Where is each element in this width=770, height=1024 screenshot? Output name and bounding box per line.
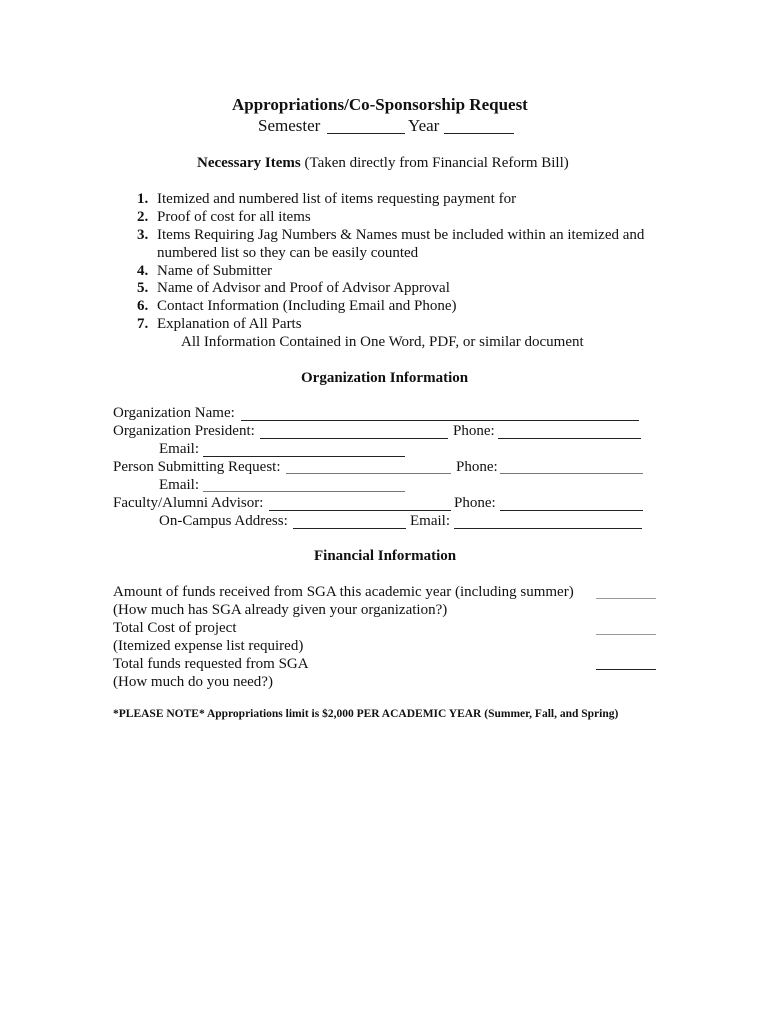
list-item-number: 7.	[137, 316, 149, 332]
advisor-email-label: Email:	[410, 513, 450, 529]
list-item-text: Proof of cost for all items	[157, 209, 311, 225]
total-cost-hint: (Itemized expense list required)	[113, 638, 304, 654]
semester-label: Semester	[258, 116, 321, 135]
org-name-field[interactable]	[241, 420, 639, 421]
appropriations-limit-note: *PLEASE NOTE* Appropriations limit is $2,000 PER ACADEMIC YEAR (Summer, Fall, and Spring)	[113, 708, 619, 720]
submitter-email-label: Email:	[159, 477, 199, 493]
necessary-items-heading-rest: (Taken directly from Financial Reform Bill)	[304, 155, 569, 171]
president-label: Organization President:	[113, 423, 255, 439]
necessary-items-heading-bold: Necessary Items	[197, 155, 301, 171]
org-name-label: Organization Name:	[113, 405, 235, 421]
submitter-phone-field[interactable]	[500, 473, 643, 474]
list-item	[137, 279, 450, 297]
submitter-label: Person Submitting Request:	[113, 459, 281, 475]
funds-received-field[interactable]	[596, 598, 656, 599]
list-item-continuation	[137, 244, 418, 262]
list-item-number: 6.	[137, 298, 149, 314]
president-field[interactable]	[260, 438, 448, 439]
list-item-text: Name of Submitter	[157, 263, 272, 279]
list-item-text: Items Requiring Jag Numbers & Names must be included within an itemized and	[157, 227, 645, 243]
campus-address-label: On-Campus Address:	[159, 513, 288, 529]
list-item-number: 1.	[137, 191, 149, 207]
president-email-label: Email:	[159, 441, 199, 457]
financial-heading: Financial Information	[314, 548, 457, 564]
list-item	[137, 190, 516, 208]
necessary-items-heading	[197, 154, 569, 172]
list-item	[137, 208, 311, 226]
form-title: Appropriations/Co-Sponsorship Request	[232, 95, 528, 114]
advisor-label: Faculty/Alumni Advisor:	[113, 495, 264, 511]
list-item-text: Explanation of All Parts	[157, 316, 302, 332]
funds-requested-field[interactable]	[596, 669, 656, 670]
list-item-number: 5.	[137, 280, 149, 296]
president-email-field[interactable]	[203, 456, 405, 457]
list-item-number: 2.	[137, 209, 149, 225]
list-item	[137, 262, 272, 280]
president-phone-field[interactable]	[498, 438, 641, 439]
funds-requested-hint: (How much do you need?)	[113, 674, 273, 690]
list-item-text: numbered list so they can be easily counted	[157, 245, 419, 261]
list-item-text: Itemized and numbered list of items requesting payment for	[157, 191, 517, 207]
all-info-note: All Information Contained in One Word, PDF, or similar document	[181, 334, 584, 350]
semester-field[interactable]	[327, 133, 405, 134]
total-cost-label: Total Cost of project	[113, 620, 237, 636]
submitter-email-field[interactable]	[203, 491, 405, 492]
year-field[interactable]	[444, 133, 514, 134]
list-item	[137, 315, 302, 333]
advisor-phone-field[interactable]	[500, 510, 643, 511]
organization-heading: Organization Information	[301, 370, 469, 386]
advisor-email-field[interactable]	[454, 528, 642, 529]
president-phone-label: Phone:	[453, 423, 495, 439]
funds-received-label: Amount of funds received from SGA this academic year (including summer)	[113, 584, 574, 600]
advisor-field[interactable]	[269, 510, 451, 511]
submitter-phone-label: Phone:	[456, 459, 498, 475]
year-label: Year	[408, 116, 440, 135]
list-item-number: 3.	[137, 227, 149, 243]
list-item	[137, 297, 457, 315]
list-item	[137, 226, 644, 244]
campus-address-field[interactable]	[293, 528, 406, 529]
funds-received-hint: (How much has SGA already given your organization?)	[113, 602, 448, 618]
submitter-field[interactable]	[286, 473, 451, 474]
advisor-phone-label: Phone:	[454, 495, 496, 511]
list-item-text: Contact Information (Including Email and Phone)	[157, 298, 457, 314]
total-cost-field[interactable]	[596, 634, 656, 635]
list-item-text: Name of Advisor and Proof of Advisor Approval	[157, 280, 450, 296]
funds-requested-label: Total funds requested from SGA	[113, 656, 309, 672]
list-item-number: 4.	[137, 263, 149, 279]
